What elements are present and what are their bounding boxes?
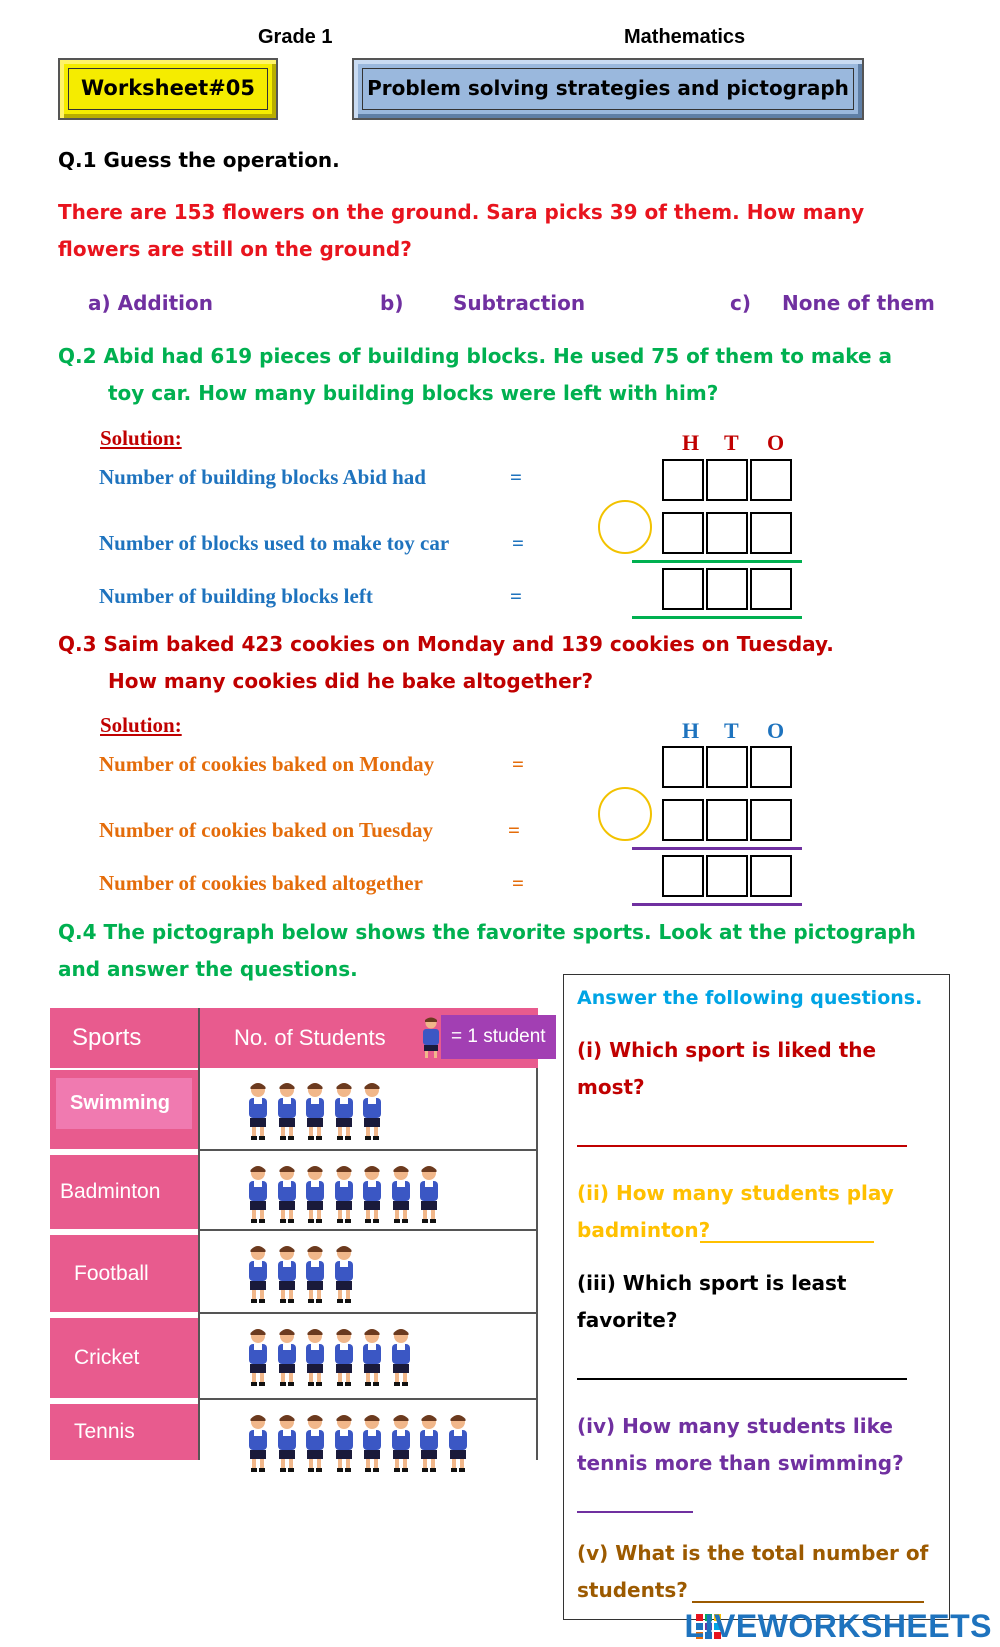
student-icon (246, 1243, 270, 1305)
q3-box-r1-h[interactable] (662, 746, 704, 788)
student-icon (275, 1080, 299, 1142)
q2-equals-2: = (512, 531, 524, 555)
q3-equals-3: = (512, 871, 524, 895)
q4-line2: and answer the questions. (58, 957, 358, 981)
q3-row-3: Number of cookies baked altogether (99, 871, 423, 895)
q3-box-r3-h[interactable] (662, 855, 704, 897)
pictograph (50, 1008, 538, 1460)
answer-box (563, 974, 950, 1620)
pictograph-row-label (50, 1235, 198, 1312)
student-icon (360, 1163, 384, 1225)
q2-sum-line-bottom (632, 616, 802, 619)
q3-box-r1-o[interactable] (750, 746, 792, 788)
answer-q2-blank[interactable] (700, 1241, 874, 1243)
q2-box-r3-t[interactable] (706, 568, 748, 610)
answers-heading: Answer the following questions. (577, 987, 923, 1009)
q1-option-c-letter[interactable]: c) (730, 291, 751, 315)
q3-line1: Q.3 Saim baked 423 cookies on Monday and 139 cookies on Tuesday. (58, 632, 834, 656)
student-icon (246, 1163, 270, 1225)
answer-q5-blank[interactable] (692, 1601, 924, 1603)
q3-row-2: Number of cookies baked on Tuesday (99, 818, 433, 842)
answer-q5-line2: students? (577, 1578, 688, 1602)
q2-line1: Q.2 Abid had 619 pieces of building blocks. He used 75 of them to make a (58, 344, 893, 368)
q1-prompt: Q.1 Guess the operation. (58, 148, 340, 172)
student-icon (246, 1412, 270, 1474)
student-icon (303, 1163, 327, 1225)
student-icon (246, 1080, 270, 1142)
q1-story-line2: flowers are still on the ground? (58, 237, 412, 261)
worksheet-number: Worksheet#05 (68, 68, 268, 110)
q2-row-1: Number of building blocks Abid had (99, 465, 426, 489)
pictograph-sport-name: Football (74, 1261, 149, 1285)
student-icon (303, 1243, 327, 1305)
answer-q2-line1: (ii) How many students play (577, 1181, 894, 1205)
q2-box-r2-t[interactable] (706, 512, 748, 554)
pictograph-row-icons (200, 1233, 538, 1314)
q3-operation-circle[interactable] (598, 787, 652, 841)
student-icon (275, 1412, 299, 1474)
q3-equals-1: = (512, 752, 524, 776)
answer-q3-line1: (iii) Which sport is least (577, 1271, 847, 1295)
answer-q4-line2: tennis more than swimming? (577, 1451, 904, 1475)
answer-q1-blank[interactable] (577, 1145, 907, 1147)
student-icon (446, 1412, 470, 1474)
liveworksheets-watermark: LIVEWORKSHEETS (684, 1608, 992, 1644)
student-icon (246, 1326, 270, 1388)
q3-hto-h: H (682, 718, 700, 743)
q2-row-2: Number of blocks used to make toy car (99, 531, 450, 555)
q1-option-b[interactable]: Subtraction (453, 291, 586, 315)
student-icon (389, 1326, 413, 1388)
pictograph-sport-name: Tennis (74, 1420, 135, 1443)
answer-q3-line2: favorite? (577, 1308, 678, 1332)
pictograph-sport-name: Cricket (74, 1346, 140, 1369)
q2-box-r2-h[interactable] (662, 512, 704, 554)
q3-sum-line-top (632, 847, 802, 850)
worksheet-number-box (58, 58, 278, 120)
student-icon (332, 1412, 356, 1474)
q2-box-r3-o[interactable] (750, 568, 792, 610)
pictograph-header-students: No. of Students (200, 1008, 538, 1068)
q2-hto-h: H (682, 430, 700, 455)
pictograph-row-icons (200, 1068, 538, 1151)
q3-equals-2: = (508, 818, 520, 842)
subject-label: Mathematics (624, 26, 746, 48)
q3-box-r2-o[interactable] (750, 799, 792, 841)
answer-q5-line1: (v) What is the total number of (577, 1541, 929, 1565)
grade-label: Grade 1 (258, 26, 333, 48)
q1-option-b-letter[interactable]: b) (380, 291, 404, 315)
student-icon (360, 1326, 384, 1388)
q4-line1: Q.4 The pictograph below shows the favorite sports. Look at the pictograph (58, 920, 916, 944)
student-icon (332, 1243, 356, 1305)
q2-hto-t: T (724, 430, 739, 455)
q3-solution-title: Solution: (100, 713, 182, 737)
pictograph-row-icons (200, 1402, 538, 1460)
pictograph-sport-name: Badminton (60, 1180, 161, 1203)
pictograph-row-icons (200, 1153, 538, 1231)
student-icon (417, 1412, 441, 1474)
q1-story-line1: There are 153 flowers on the ground. Sara picks 39 of them. How many (58, 200, 865, 224)
q2-equals-1: = (510, 465, 522, 489)
q3-box-r2-h[interactable] (662, 799, 704, 841)
student-icon (360, 1412, 384, 1474)
answer-q1-line2: most? (577, 1075, 645, 1099)
student-icon (303, 1080, 327, 1142)
student-icon (275, 1163, 299, 1225)
q2-hto-o: O (767, 430, 785, 455)
pictograph-right-border (536, 1068, 538, 1460)
student-icon (332, 1163, 356, 1225)
pictograph-header-sports: Sports (50, 1008, 198, 1068)
student-icon (389, 1163, 413, 1225)
student-icon (332, 1326, 356, 1388)
q3-box-r3-o[interactable] (750, 855, 792, 897)
q2-row-3: Number of building blocks left (99, 584, 373, 608)
q3-hto-t: T (724, 718, 739, 743)
q2-equals-3: = (510, 584, 522, 608)
pictograph-row-label (50, 1404, 198, 1460)
pictograph-key-icon (420, 1016, 442, 1064)
q3-box-r1-t[interactable] (706, 746, 748, 788)
q2-box-r1-t[interactable] (706, 459, 748, 501)
q1-option-c[interactable]: None of them (782, 291, 935, 315)
q3-row-1: Number of cookies baked on Monday (99, 752, 435, 776)
q2-box-r1-h[interactable] (662, 459, 704, 501)
pictograph-column-divider (198, 1008, 200, 1460)
answer-q3-blank[interactable] (577, 1378, 907, 1380)
q2-operation-circle[interactable] (598, 500, 652, 554)
pictograph-row-label (50, 1070, 198, 1149)
q2-solution-title: Solution: (100, 426, 182, 450)
q2-box-r3-h[interactable] (662, 568, 704, 610)
answer-q4-line1: (iv) How many students like (577, 1414, 893, 1438)
pictograph-sport-name: Swimming (56, 1078, 192, 1129)
answer-q4-blank[interactable] (577, 1511, 693, 1513)
q3-line2: How many cookies did he bake altogether? (108, 669, 594, 693)
student-icon (275, 1243, 299, 1305)
q3-hto-o: O (767, 718, 785, 743)
q1-option-a[interactable]: a) Addition (88, 291, 213, 315)
student-icon (389, 1412, 413, 1474)
pictograph-row-label (50, 1318, 198, 1398)
topic-box (352, 58, 864, 120)
q2-box-r1-o[interactable] (750, 459, 792, 501)
pictograph-row-icons (200, 1316, 538, 1400)
student-icon (275, 1326, 299, 1388)
pictograph-key: = 1 student (441, 1015, 556, 1059)
student-icon (303, 1412, 327, 1474)
student-icon (303, 1326, 327, 1388)
q2-line2: toy car. How many building blocks were left with him? (108, 381, 719, 405)
student-icon (332, 1080, 356, 1142)
q3-box-r2-t[interactable] (706, 799, 748, 841)
answer-q2-line2: badminton? (577, 1218, 711, 1242)
q2-sum-line-top (632, 560, 802, 563)
student-icon (417, 1163, 441, 1225)
q2-box-r2-o[interactable] (750, 512, 792, 554)
student-icon (360, 1080, 384, 1142)
topic-title: Problem solving strategies and pictograph (362, 68, 854, 110)
q3-sum-line-bottom (632, 903, 802, 906)
answer-q1-line1: (i) Which sport is liked the (577, 1038, 877, 1062)
q3-box-r3-t[interactable] (706, 855, 748, 897)
pictograph-row-label (50, 1155, 198, 1229)
